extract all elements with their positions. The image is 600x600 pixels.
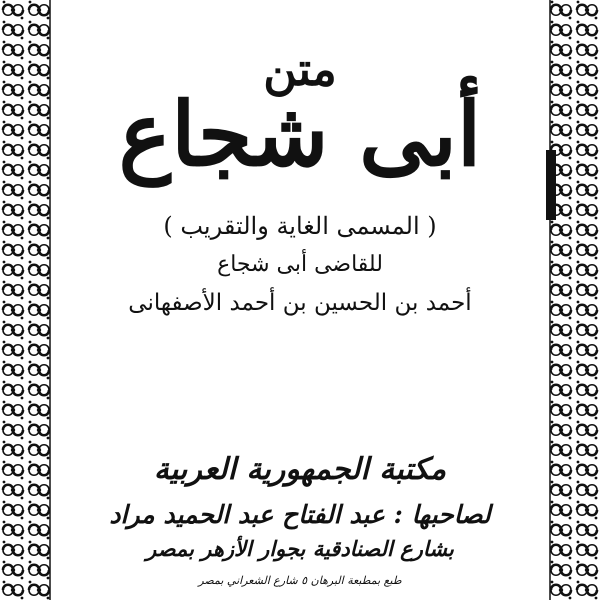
title-line-2: أبى شجاع — [118, 82, 482, 186]
title-line-1: متن — [263, 42, 337, 96]
publisher-owner: لصاحبها : عبد الفتاح عبد الحميد مراد — [109, 500, 491, 529]
publisher-name: مكتبة الجمهورية العربية — [153, 452, 447, 487]
author-intro: للقاضى أبى شجاع — [217, 252, 383, 277]
subtitle: ( المسمى الغاية والتقريب ) — [163, 212, 437, 240]
left-ornamental-border — [0, 0, 52, 600]
title-page — [52, 0, 548, 600]
right-ornamental-border — [548, 0, 600, 600]
publisher-address: بشارع الصنادقية بجوار الأزهر بمصر — [146, 536, 454, 561]
author-name: أحمد بن الحسين بن أحمد الأصفهانى — [128, 290, 472, 316]
printer-note: طبع بمطبعة البرهان ٥ شارع الشعراني بمصر — [198, 574, 402, 587]
